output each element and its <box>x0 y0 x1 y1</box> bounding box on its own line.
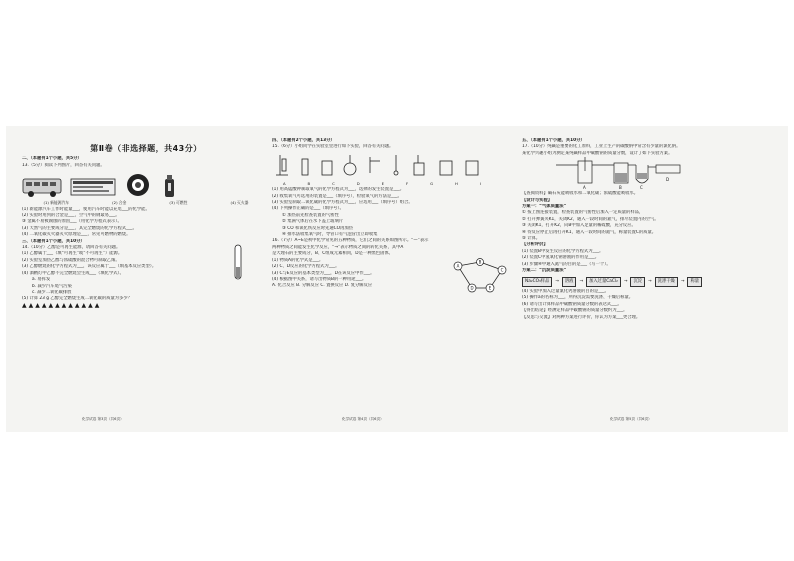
bus-figure <box>22 176 62 198</box>
q-line: ③ 关闭K1，打开K2，向B中加入足量的稀硫酸，充分反应。 <box>522 223 636 229</box>
arrow-icon: → <box>648 278 652 284</box>
right-column <box>522 138 770 424</box>
q-option: a. 易挥发 <box>32 277 51 283</box>
q-line: (4) 实验中加入过量氯化钙溶液的目的是___。 <box>522 288 609 294</box>
q-line: 两种物质之间能发生化学反应，“→”表示物质之间的转化关系，其中A <box>272 244 404 250</box>
page-footer: 化学试卷 第3页（共6页） <box>82 417 124 421</box>
q-line: ⑤ 计算。 <box>522 236 541 242</box>
sub-heading: 【设计与实验】 <box>522 197 553 203</box>
q-option: ③ CO 和氧化铁反应时先通CO再加热 <box>282 225 353 231</box>
flow-step-3: 加入过量CaCl₂ <box>586 277 621 287</box>
arrow-icon: → <box>579 278 584 284</box>
question-13-figures <box>22 172 270 198</box>
q-line: 【查阅资料】碱石灰能吸收水和二氧化碳；浓硫酸能吸收水。 <box>522 191 639 197</box>
q-line: (5) 操作a的名称为___，所得沉淀需要洗涤、干燥后称量。 <box>522 295 634 301</box>
q-line: (1) 新能源汽车工作时能量___，使用汽车时能以充电___的化学能。 <box>22 206 150 212</box>
middle-column <box>272 138 520 424</box>
label-a: A <box>282 180 286 186</box>
label-c: C <box>332 180 335 186</box>
flow-step-6: 称量 <box>687 277 702 287</box>
flow-step-1: Na₂CO₃样品 <box>522 277 552 287</box>
plan-heading: 方案二：“沉淀质量法” <box>522 268 567 274</box>
flow-step-2: 溶液 <box>562 277 577 287</box>
part-title: 第Ⅱ卷（非选择题，共43分） <box>90 144 202 153</box>
q-line: (2) 实验时用到的合金是___，空气中的钢最易___。 <box>22 213 120 219</box>
label-figure <box>70 176 116 198</box>
q-line: (3) C与E反应的基本类型为___，D在该反应中作___。 <box>272 270 375 276</box>
q-line: (1) 装置B中发生反应的化学方程式为___。 <box>522 248 604 254</box>
app-label-d: D <box>666 177 670 183</box>
section-heading: 二、（本题有1个小题，共5分） <box>22 156 82 162</box>
arrow-icon: → <box>555 278 559 284</box>
sub-heading: 【分析评价】 <box>522 242 548 248</box>
caption-3: (3) 可燃性 <box>169 200 188 206</box>
question-13-stem: 13.（5分）阅读下列图片，回答有关问题。 <box>22 162 105 168</box>
q-line: (2) 实验室加热乙醇与浓硫酸的混合物可制取乙烯。 <box>22 257 120 263</box>
label-g: G <box>430 180 434 186</box>
question-14-block <box>22 245 270 309</box>
q-line: (3) 步骤④中通入氮气的目的是___（写一个）。 <box>522 261 611 267</box>
section-heading: 三、（本题有1个小题，共10分） <box>22 238 85 244</box>
q-line: (5) 计算 23 g 乙醇完全燃烧生成二氧化碳的质量为多少？ <box>22 296 132 302</box>
caption-1: (1) 新能源汽车 <box>43 200 70 206</box>
answer-marks: ▲▲▲▲▲▲▲▲▲▲▲▲ <box>22 302 102 309</box>
q-line: (4) 下列操作正确的是___（填序号）。 <box>272 206 344 212</box>
label-h: H <box>455 180 458 186</box>
question-16-block <box>272 258 520 290</box>
node-d: D <box>470 285 474 291</box>
plan-heading: 方案一：“气体质量法” <box>522 204 567 210</box>
q-line: (3) 天然气的主要成分是___，其完全燃烧的化学方程式___。 <box>22 225 137 231</box>
q-line: (2) C、D反应的化学方程式为___。 <box>272 264 340 270</box>
app-label-a: A <box>583 185 586 191</box>
q-line: ② 打开弹簧夹K1，关闭K2，通入一段时间的氮气，排尽装置内的空气。 <box>522 216 659 222</box>
relation-diagram <box>450 258 510 294</box>
arrow-icon: → <box>623 278 628 284</box>
left-column <box>22 138 270 424</box>
flow-step-5: 洗涤干燥 <box>655 277 678 287</box>
q-option: ④ 排水法收集氧气时，导管口有气泡冒出立即收集 <box>282 232 378 238</box>
label-f: F <box>405 180 409 186</box>
label-i: I <box>479 180 481 186</box>
label-d: D <box>356 180 360 186</box>
q-line: (1) 物质A的化学式是___。 <box>272 257 324 263</box>
q-line: (3) 实验室制取二氧化碳的化学方程式为___，应选用___（填序号）组合。 <box>272 200 413 206</box>
q-line: 【得出结论】经测定样品中碳酸钠的质量分数约为___。 <box>522 308 628 314</box>
node-e: E <box>488 285 492 291</box>
arrow-icon: → <box>680 278 685 284</box>
node-c: C <box>500 267 504 273</box>
label-e: E <box>381 180 384 186</box>
app-label-b: B <box>619 185 622 191</box>
q-line: (6) 请写出计算样品中碳酸钠质量分数的表达式___。 <box>522 301 622 307</box>
q-option: b. 减少汽车尾气污染 <box>32 283 72 289</box>
q-line: (1) 乙醇属于___（填“可再生”或“不可再生”）能源。 <box>22 251 123 257</box>
section-heading: 四、（本题有2个小题，共13分） <box>272 138 335 143</box>
gas-stove-figure <box>124 172 152 198</box>
question-15-stem: 15.（6分）小组同学在实验室里进行如下实验，回答有关问题。 <box>272 144 394 150</box>
flow-chart <box>522 277 770 287</box>
test-tube-figure <box>230 243 246 283</box>
q-line: ① 按上图连接装置，检查装置的气密性后加入一定质量的样品， <box>522 210 644 216</box>
flow-step-4: 沉淀 <box>630 277 645 287</box>
q-line: 某化学兴趣小组为测定某纯碱样品中碳酸钠的质量分数，设计了如下实验方案。 <box>522 150 673 156</box>
node-a: A <box>456 263 460 269</box>
lab-apparatus-figure <box>272 151 502 181</box>
q-line: (1) 用高锰酸钾制取氧气的化学方程式为___，选择的发生装置是___。 <box>272 187 405 193</box>
gas-apparatus-figure <box>552 157 702 191</box>
q-options: A. 化合反应 B. 分解反应 C. 置换反应 D. 复分解反应 <box>272 283 373 289</box>
q-line: 是大理石的主要成分，B、C组成元素相同，D是一种黑色固体。 <box>272 251 393 257</box>
q-line: (2) 装置C中氢氧化钠溶液的作用是___。 <box>522 255 600 261</box>
q-line: 14.（10分）乙醇是可再生能源，请回答有关问题。 <box>22 245 121 251</box>
section-heading: 五、（本题有1个小题，共10分） <box>522 138 585 143</box>
q-line: (4) 二氧化碳灭火器灭火原理是___，常见可燃物的燃烧。 <box>22 232 131 238</box>
extinguisher-figure <box>160 172 180 198</box>
page-footer: 化学试卷 第4页（共6页） <box>342 417 384 421</box>
q-line: (4) 酒精灯中乙醇不完全燃烧会生成___（填化学式）。 <box>22 270 124 276</box>
q-line: ③ 金属不易被腐蚀的原因___（用化学方程式表示）。 <box>22 219 122 225</box>
q-line: 16.（7分）A~E是初中化学常见的五种物质，它们之间的关系如图所示。“—”表示 <box>272 238 429 244</box>
caption-4: (4) 灭火器 <box>230 200 249 206</box>
q-option: ② 集满气体后在水下盖上玻璃片 <box>282 219 344 225</box>
q-option: ① 加热前先检查装置的气密性 <box>282 212 339 218</box>
q-line: ④ 待反应停止后再打开K1，通入一段时间的氮气，称量装置C的质量。 <box>522 229 657 235</box>
question-17-stem: 17.（10分）纯碱是重要的化工原料，工业上生产的碳酸钠中常含有少量的氯化钠。 <box>522 144 681 150</box>
q-line: (2) 收集氧气可选用的装置是___（填序号），检验氧气的方法是___。 <box>272 193 402 199</box>
caption-2: (2) 合金 <box>112 200 127 206</box>
page-footer: 化学试卷 第5页（共6页） <box>610 417 652 421</box>
label-b: B <box>307 180 311 186</box>
q-line: (3) 乙醇燃烧的化学方程式为___，该反应属于___（填基本反应类型）。 <box>22 264 157 270</box>
q-line: (4) 根据图中关系，请写出物质B的一种用途___。 <box>272 276 367 282</box>
q-option: c. 减少二氧化碳排放 <box>32 289 72 295</box>
q-line: 【反思与交流】对两种方案进行评价，你认为方案___更合理。 <box>522 314 641 320</box>
app-label-c: C <box>640 185 643 191</box>
node-b: B <box>478 259 482 265</box>
